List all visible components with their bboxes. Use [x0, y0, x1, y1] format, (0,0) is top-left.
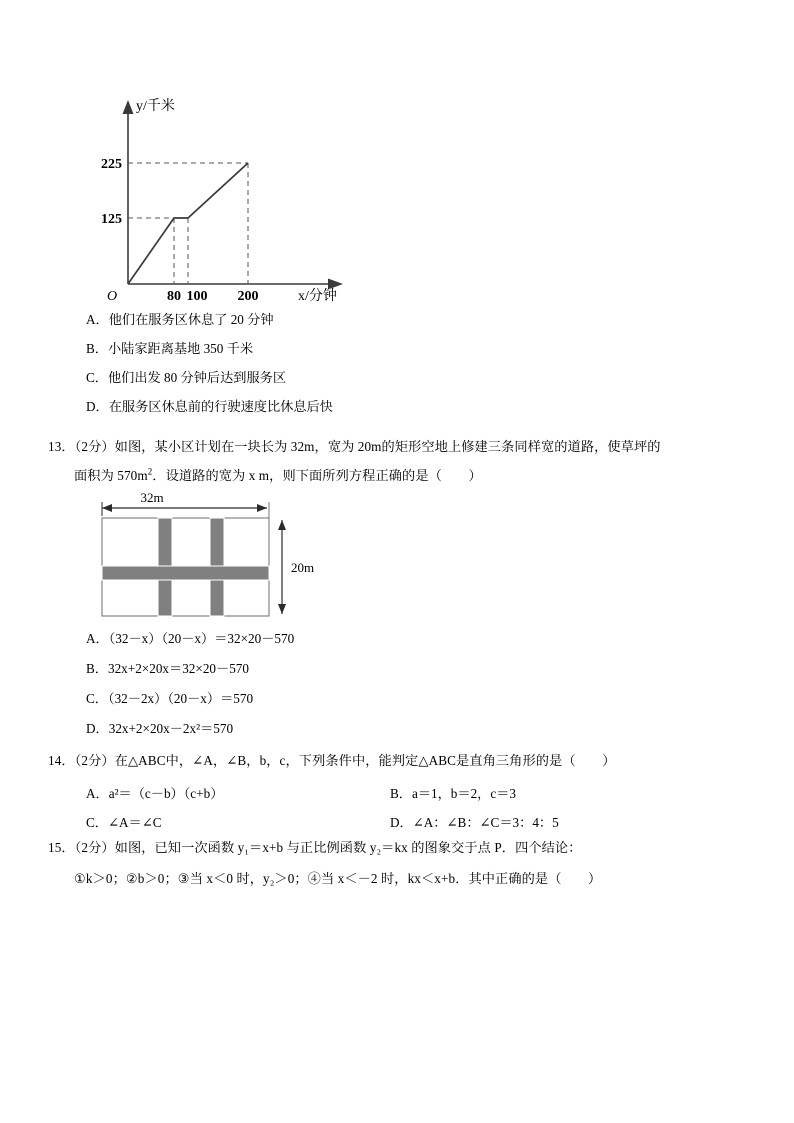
q13-option-a[interactable]: A．（32－x）（20－x）＝32×20－570 — [86, 631, 295, 646]
q14-option-b-text: a＝1，b＝2，c＝3 — [411, 786, 517, 801]
rectangle-with-roads-svg — [92, 488, 322, 628]
y-axis-label: y/千米 — [136, 99, 175, 114]
q12-option-d-letter: D — [86, 399, 96, 414]
q13-number: 13 — [48, 439, 62, 454]
q13-line2-pre: 面积为 570m — [74, 468, 148, 483]
q14-number: 14 — [48, 753, 62, 768]
width-arrow-left — [102, 504, 112, 512]
q12-option-c[interactable]: C．他们出发 80 分钟后达到服务区 — [86, 370, 287, 385]
distance-time-graph-svg — [100, 92, 370, 302]
y-tick-125: 125 — [101, 212, 122, 227]
height-arrow-bottom — [278, 604, 286, 614]
q14-option-d[interactable]: D．∠A：∠B：∠C＝3：4：5 — [390, 815, 559, 830]
q14-option-c[interactable]: C．∠A＝∠C — [86, 815, 162, 830]
q13-line2-sup: 2 — [147, 466, 153, 477]
q12-option-c-text: 他们出发 80 分钟后达到服务区 — [107, 370, 287, 385]
q15-number: 15 — [48, 840, 62, 855]
q13-option-b[interactable]: B．32x+2×20x＝32×20－570 — [86, 661, 249, 676]
q15-line2-text: ①k＞0；②b＞0；③当 x＜0 时，y₂＞0；④当 x＜－2 时，kx＜x+b．其中正确的是（ ） — [74, 871, 602, 886]
x-axis-label: x/分钟 — [298, 289, 337, 302]
q15-stem-line2 — [74, 869, 601, 889]
horizontal-road-1 — [102, 566, 269, 580]
q14-option-a[interactable]: A．a²＝（c－b）（c+b） — [86, 786, 224, 801]
width-arrow-right — [257, 504, 267, 512]
q13-option-d-letter: D — [86, 721, 96, 736]
q14-option-a-text: a²＝（c－b）（c+b） — [108, 786, 224, 801]
height-label: 20m — [291, 560, 315, 575]
q13-stem-line1: 13．（2分）如图，某小区计划在一块长为 32m，宽为 20m的矩形空地上修建三条同样宽的道路，使草坪的 — [48, 439, 661, 454]
q15-stem-line1: 15．（2分）如图，已知一次函数 y₁＝x+b 与正比例函数 y₂＝kx 的图象交于点 P．四个结论： — [48, 840, 582, 855]
y-tick-225: 225 — [101, 157, 122, 172]
q14-option-c-text: ∠A＝∠C — [107, 815, 162, 830]
q13-option-a-letter: A — [86, 631, 96, 646]
q12-option-d-text: 在服务区休息前的行驶速度比休息后快 — [108, 399, 333, 414]
q12-option-d[interactable]: D．在服务区休息前的行驶速度比休息后快 — [86, 399, 333, 414]
q14-option-d-text: ∠A：∠B：∠C＝3：4：5 — [412, 815, 559, 830]
q14-option-c-letter: C — [86, 815, 95, 830]
q12-option-b-letter: B — [86, 341, 95, 356]
q14-stem-text: 在△ABC中，∠A，∠B，b，c，下列条件中，能判定△ABC是直角三角形的是（ ） — [114, 753, 616, 768]
q13-option-c[interactable]: C．（32－2x）（20－x）＝570 — [86, 691, 254, 706]
y-axis-arrow — [123, 100, 134, 114]
q15-line1-text: 如图，已知一次函数 y₁＝x+b 与正比例函数 y₂＝kx 的图象交于点 P．四个结论： — [114, 840, 582, 855]
q14-option-b-letter: B — [390, 786, 399, 801]
x-axis-arrow — [328, 279, 343, 290]
x-tick-100: 100 — [186, 289, 208, 302]
q12-option-b[interactable]: B．小陆家距离基地 350 千米 — [86, 341, 254, 356]
x-tick-200: 200 — [237, 289, 259, 302]
q12-option-a-letter: A — [86, 312, 96, 327]
q14-stem: 14．（2分）在△ABC中，∠A，∠B，b，c，下列条件中，能判定△ABC是直角三角形的是（ ） — [48, 753, 616, 768]
q13-stem-line2 — [74, 466, 482, 486]
rectangle-with-roads-figure — [92, 488, 322, 628]
x-tick-80: 80 — [167, 289, 181, 302]
q13-option-c-letter: C — [86, 691, 95, 706]
q14-option-a-letter: A — [86, 786, 96, 801]
q13-line1-text: 如图，某小区计划在一块长为 32m，宽为 20m的矩形空地上修建三条同样宽的道路，使草坪的 — [114, 439, 661, 454]
q13-line2-post: ．设道路的宽为 x m，则下面所列方程正确的是（ ） — [152, 468, 482, 483]
distance-time-graph-figure — [100, 92, 370, 302]
q14-option-b[interactable]: B．a＝1，b＝2，c＝3 — [390, 786, 517, 801]
q13-option-b-letter: B — [86, 661, 95, 676]
height-arrow-top — [278, 520, 286, 530]
q14-marks: （2分） — [74, 753, 115, 768]
q12-option-a-text: 他们在服务区休息了 20 分钟 — [108, 312, 274, 327]
q13-option-d-text: 32x+2×20x－2x²＝570 — [108, 721, 234, 736]
q12-option-a[interactable]: A．他们在服务区休息了 20 分钟 — [86, 312, 274, 327]
q14-option-d-letter: D — [390, 815, 400, 830]
q12-option-b-text: 小陆家距离基地 350 千米 — [107, 341, 254, 356]
q13-option-b-text: 32x+2×20x＝32×20－570 — [107, 661, 249, 676]
q13-option-c-text: （32－2x）（20－x）＝570 — [107, 691, 254, 706]
width-label: 32m — [140, 490, 164, 505]
q15-marks: （2分） — [74, 840, 115, 855]
q13-option-a-text: （32－x）（20－x）＝32×20－570 — [108, 631, 295, 646]
q12-option-c-letter: C — [86, 370, 95, 385]
q13-marks: （2分） — [74, 439, 115, 454]
q13-option-d[interactable]: D．32x+2×20x－2x²＝570 — [86, 721, 234, 736]
origin-label: O — [106, 289, 118, 302]
